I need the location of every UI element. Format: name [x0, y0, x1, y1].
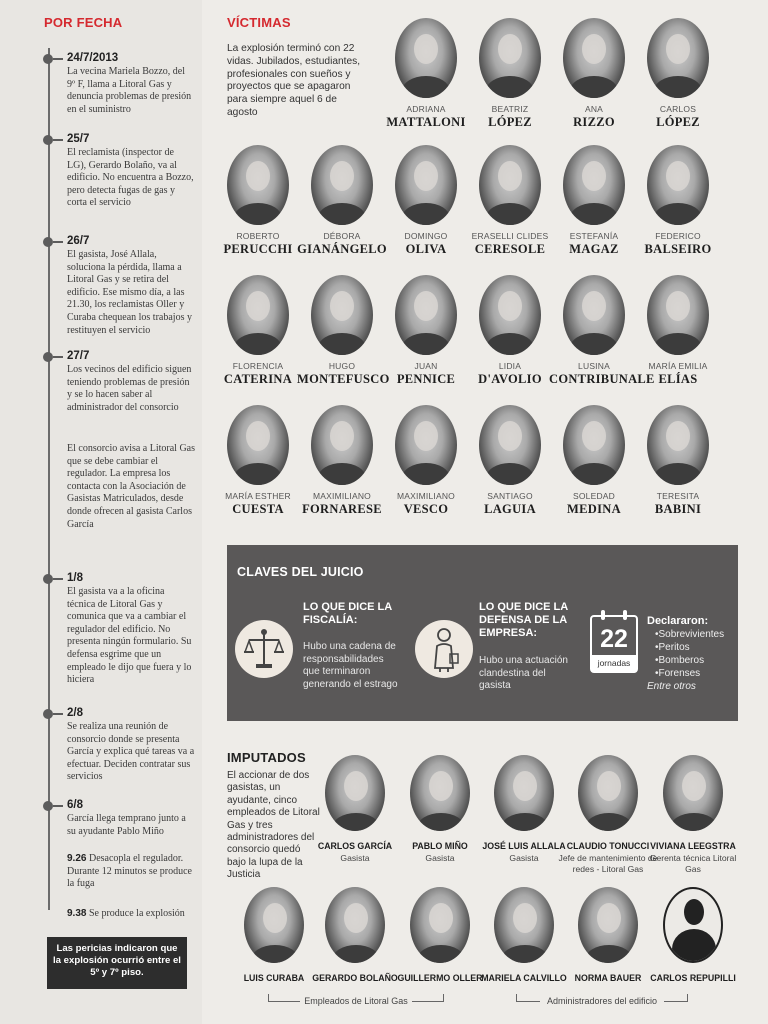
accused-photo	[325, 887, 385, 963]
timeline-text: El gasista, José Allala, soluciona la pérdida, llama a Litoral Gas y se retira del edificio. Ese mismo día, a las 21.30, los reclamistas Oller y Curaba chequean los trabajos y restituyen el servicio	[67, 249, 192, 336]
victim-first-name: ROBERTO	[236, 231, 280, 241]
victim-photo	[227, 275, 289, 355]
victim-photo	[563, 18, 625, 98]
testimonies-extra: Entre otros	[647, 681, 696, 692]
calendar-icon	[590, 615, 638, 673]
timeline-text: El gasista va a la oficina técnica de Litoral Gas y comunica que va a cambiar el regulador del edificio. No presenta ningún formulario. Su defensa esgrime que un empleado le dijo que fuera y lo hiciera	[67, 586, 192, 686]
timeline-dot	[43, 237, 53, 247]
sessions-count: 22	[600, 625, 628, 653]
accused-name: LUIS CURABA	[243, 973, 305, 983]
victim-last-name: MEDINA	[567, 502, 621, 516]
trial-keys-title: CLAVES DEL JUICIO	[237, 565, 364, 579]
timeline-time-text: Desacopla el regulador. Durante 12 minutos se produce la fuga	[67, 853, 192, 890]
timeline-text: La vecina Mariela Bozzo, del 9º F, llama a Litoral Gas y denuncia problemas de presión en el suministro	[67, 66, 192, 115]
accused-photo	[663, 755, 723, 831]
victim-last-name: MATTALONI	[386, 115, 466, 129]
victim-last-name: CONTRIBUNALE	[549, 372, 655, 386]
accused-name: NORMA BAUER	[574, 973, 642, 983]
timeline-date: 26/7	[67, 235, 90, 247]
accused-name: CLAUDIO TONUCCI	[566, 841, 650, 851]
victim-photo	[563, 275, 625, 355]
timeline-date: 25/7	[67, 133, 90, 145]
victim-last-name: LÓPEZ	[488, 115, 532, 129]
victim-card	[633, 405, 723, 517]
victim-first-name: JUAN	[414, 361, 438, 371]
victim-last-name: FORNARESE	[302, 502, 382, 516]
victim-last-name: BALSEIRO	[644, 242, 712, 256]
employees-group-label: Empleados de Litoral Gas	[300, 996, 412, 1006]
accused-card	[643, 887, 743, 983]
victim-card	[465, 405, 555, 517]
victim-card	[633, 18, 723, 130]
victim-first-name: TERESITA	[656, 491, 700, 501]
timeline-time-entry	[67, 853, 195, 891]
timeline-dot	[43, 574, 53, 584]
victim-last-name: RIZZO	[573, 115, 615, 129]
accused-photo	[578, 887, 638, 963]
victim-card	[297, 405, 387, 517]
victim-photo	[227, 145, 289, 225]
victim-photo	[647, 145, 709, 225]
victim-card	[549, 145, 639, 257]
victim-card	[297, 275, 390, 387]
victim-card	[213, 405, 303, 517]
accused-role: Gerenta técnica Litoral Gas	[649, 853, 737, 874]
timeline-date: 6/8	[67, 799, 83, 811]
victim-photo	[563, 145, 625, 225]
scales-justice-icon	[235, 620, 293, 678]
accused-role: Gasista	[425, 853, 455, 863]
accused-name: PABLO MIÑO	[412, 841, 468, 851]
victim-first-name: CARLOS	[659, 104, 697, 114]
defense-header: LO QUE DICE LA DEFENSA DE LA EMPRESA:	[479, 601, 568, 639]
timeline-text: Los vecinos del edificio siguen teniendo problemas de presión y se lo hacen saber al administrador del consorcio	[67, 364, 192, 413]
victim-last-name: PERUCCHI	[223, 242, 293, 256]
accused-card	[643, 755, 743, 875]
victim-last-name: CERESOLE	[474, 242, 546, 256]
accused-name: JOSÉ LUIS ALLALA	[482, 841, 566, 851]
victim-last-name: CUESTA	[232, 502, 284, 516]
victim-photo	[647, 405, 709, 485]
victim-photo	[647, 275, 709, 355]
victim-first-name: ERASELLI CLIDES	[471, 231, 549, 241]
victim-card	[549, 18, 639, 130]
victim-card	[633, 145, 723, 257]
victim-photo	[479, 145, 541, 225]
victim-first-name: MARÍA ESTHER	[225, 491, 291, 501]
victim-first-name: MAXIMILIANO	[397, 491, 455, 501]
victim-card	[213, 145, 303, 257]
victim-card	[465, 145, 555, 257]
victim-last-name: MONTEFUSCO	[297, 372, 390, 386]
victim-last-name: ELÍAS	[658, 372, 698, 386]
timeline-text: El reclamista (inspector de LG), Gerardo Bolaño, va al edificio. No encuentra a Bozzo, pero detecta fugas de gas y corta el servicio	[67, 147, 194, 209]
victim-last-name: PENNICE	[396, 372, 456, 386]
victim-card	[381, 405, 471, 517]
victim-photo	[395, 145, 457, 225]
accused-role: Gasista	[509, 853, 539, 863]
expert-note-box: Las pericias indicaron que la explosión ocurrió entre el 5º y 7º piso.	[47, 937, 187, 989]
victim-first-name: SANTIAGO	[487, 491, 533, 501]
victim-first-name: SOLEDAD	[572, 491, 616, 501]
accused-name: MARIELA CALVILLO	[481, 973, 567, 983]
accused-name: GERARDO BOLAÑO	[312, 973, 398, 983]
victim-first-name: FEDERICO	[655, 231, 701, 241]
victim-first-name: DÉBORA	[323, 231, 361, 241]
accused-role: Jefe de mantenimiento de redes - Litoral Gas	[558, 853, 658, 874]
victim-photo	[395, 275, 457, 355]
timeline-date: 2/8	[67, 707, 83, 719]
timeline-time-text: Se produce la explosión	[88, 908, 185, 919]
victim-card	[381, 18, 471, 130]
timeline-time-entry	[67, 908, 195, 921]
victim-card	[549, 405, 639, 517]
victim-photo	[311, 405, 373, 485]
victim-card	[381, 275, 471, 387]
accused-name: GUILLERMO OLLER	[397, 973, 483, 983]
victim-photo	[227, 405, 289, 485]
timeline-time: 9.26	[67, 853, 87, 864]
timeline-dot	[43, 801, 53, 811]
timeline-dot	[43, 709, 53, 719]
accused-photo	[578, 755, 638, 831]
victim-card	[465, 275, 555, 387]
timeline-text: Se realiza una reunión de consorcio donde se presenta García y explica qué tareas va a efectuar. Deciden contratar sus servicios	[67, 721, 195, 783]
trial-keys-panel	[227, 545, 738, 721]
victim-photo	[479, 275, 541, 355]
timeline-time: 9.38	[67, 908, 87, 919]
timeline-text: El consorcio avisa a Litoral Gas que se debe cambiar el regulador. La empresa los contacta con la Asociación de Gasistas Matriculados, desde donde ofrecen al gasista Carlos García	[67, 443, 196, 530]
victim-card	[381, 145, 471, 257]
admins-group-label: Administradores del edificio	[540, 996, 664, 1006]
victim-card	[549, 275, 655, 387]
timeline-title: POR FECHA	[44, 15, 123, 30]
timeline-text: García llega temprano junto a su ayudante Pablo Miño	[67, 813, 186, 837]
accused-title: IMPUTADOS	[227, 750, 306, 765]
victims-title: VÍCTIMAS	[227, 15, 291, 30]
victim-card	[465, 18, 555, 130]
timeline-dot	[43, 352, 53, 362]
victim-photo	[647, 18, 709, 98]
victim-last-name: VESCO	[403, 502, 449, 516]
victim-last-name: D'AVOLIO	[478, 372, 542, 386]
accused-photo	[494, 887, 554, 963]
person-silhouette-icon	[663, 887, 723, 963]
victim-photo	[311, 275, 373, 355]
accused-name: CARLOS GARCÍA	[317, 841, 393, 851]
victim-photo	[395, 18, 457, 98]
testimony-item: •Forenses	[655, 668, 701, 679]
victim-first-name: ADRIANA	[406, 104, 446, 114]
victim-first-name: MAXIMILIANO	[313, 491, 371, 501]
testimonies-list	[647, 615, 724, 693]
accused-photo	[494, 755, 554, 831]
victim-first-name: FLORENCIA	[232, 361, 284, 371]
accused-photo	[325, 755, 385, 831]
sessions-label: jornadas	[592, 655, 636, 671]
timeline-dot	[43, 135, 53, 145]
testimony-item: •Sobrevivientes	[655, 629, 725, 640]
victim-first-name: LIDIA	[498, 361, 522, 371]
accused-photo	[410, 887, 470, 963]
victim-last-name: BABINI	[654, 502, 702, 516]
accused-name: VIVIANA LEEGSTRA	[650, 841, 736, 851]
accused-photo	[244, 887, 304, 963]
timeline-line	[48, 48, 50, 910]
testimony-item: •Bomberos	[655, 655, 705, 666]
defense-text: Hubo una actuación clandestina del gasista	[479, 655, 568, 692]
accused-photo	[410, 755, 470, 831]
victim-first-name: DOMINGO	[404, 231, 448, 241]
prosecution-text: Hubo una cadena de responsabilidades que terminaron generando el estrago	[303, 641, 398, 690]
victim-card	[633, 275, 723, 387]
timeline-date: 27/7	[67, 350, 90, 362]
victim-first-name: BEATRIZ	[491, 104, 529, 114]
timeline-date: 24/7/2013	[67, 52, 119, 64]
victim-last-name: CATERINA	[223, 372, 293, 386]
victim-photo	[479, 405, 541, 485]
victim-last-name: GIANÁNGELO	[297, 242, 387, 256]
timeline-date: 1/8	[67, 572, 83, 584]
victim-photo	[479, 18, 541, 98]
lawyer-figure-icon	[415, 620, 473, 678]
victim-first-name: MARÍA EMILIA	[648, 361, 708, 371]
victim-first-name: HUGO	[328, 361, 356, 371]
testimony-item: •Peritos	[655, 642, 690, 653]
victim-photo	[395, 405, 457, 485]
prosecution-header: LO QUE DICE LA FISCALÍA:	[303, 601, 392, 626]
victim-last-name: MAGAZ	[569, 242, 619, 256]
victim-photo	[563, 405, 625, 485]
victim-first-name: ESTEFANÍA	[569, 231, 619, 241]
timeline-dot	[43, 54, 53, 64]
victims-intro: La explosión terminó con 22 vidas. Jubilados, estudiantes, profesionales con sueños y proyectos que se apagaron para siempre aquel 6 de agosto	[227, 43, 361, 118]
victim-first-name: ANA	[584, 104, 604, 114]
victim-card	[213, 275, 303, 387]
victim-photo	[311, 145, 373, 225]
victim-card	[297, 145, 387, 257]
testimonies-title: Declararon:	[647, 615, 709, 627]
victim-last-name: LÓPEZ	[656, 115, 700, 129]
accused-name: CARLOS REPUPILLI	[650, 973, 736, 983]
timeline-column	[0, 0, 202, 1024]
accused-role: Gasista	[340, 853, 370, 863]
accused-intro: El accionar de dos gasistas, un ayudante, cinco empleados de Litoral Gas y tres administradores del consorcio quedó bajo la lupa de la Justicia	[227, 770, 320, 881]
victim-last-name: OLIVA	[405, 242, 447, 256]
victim-last-name: LAGUIA	[484, 502, 536, 516]
victim-first-name: LUSINA	[578, 361, 610, 371]
